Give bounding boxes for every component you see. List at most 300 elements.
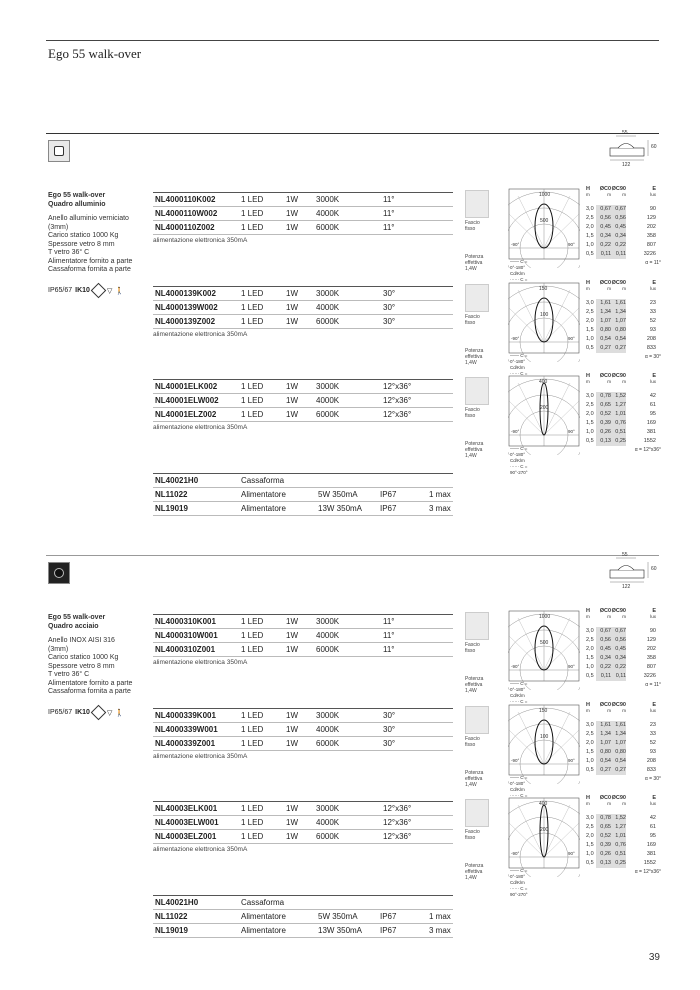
- photometry-cell: 0,78: [596, 814, 611, 823]
- photometry-cell: 0,67: [611, 627, 626, 636]
- color-temperature: 3000K: [316, 289, 340, 298]
- accessory-ip: IP67: [380, 504, 397, 513]
- accessory-qty: 3 max: [429, 504, 451, 513]
- accessory-qty: 1 max: [429, 490, 451, 499]
- legend-c90: ······ C =: [510, 277, 528, 282]
- photometry-header-h: H: [586, 702, 590, 708]
- beam-label: Fascio fisso: [465, 736, 480, 748]
- accessory-row: [153, 488, 453, 502]
- beam-label: Fascio fisso: [465, 407, 480, 419]
- beam-label: Fascio fisso: [465, 642, 480, 654]
- polar-max-label: 1000: [539, 614, 551, 620]
- code-table: [153, 286, 453, 338]
- photometry-unit: m: [622, 192, 626, 197]
- photometry-header-c90: ØC90: [611, 702, 626, 708]
- svg-text:-90°: -90°: [511, 758, 520, 763]
- photometry-cell: 129: [646, 215, 656, 221]
- photometry-header-h: H: [586, 795, 590, 801]
- photometry-cell: 1,0: [586, 242, 594, 248]
- photometry-row: [586, 308, 661, 317]
- photometry-unit: m: [622, 801, 626, 806]
- photometry-cell: 0,65: [596, 401, 611, 410]
- beam-shape-icon: [465, 799, 489, 827]
- legend-c0: —— C = 0°-180° Cd/Klm: [510, 681, 528, 698]
- color-temperature: 4000K: [316, 631, 340, 640]
- triangle-icon: ▽: [106, 709, 113, 717]
- photometry-cell: 0,34: [596, 232, 611, 241]
- description-line: (3mm): [48, 645, 69, 653]
- accessory-name: Alimentatore: [241, 504, 286, 513]
- description-line: Anello INOX AISI 316: [48, 637, 115, 644]
- beam-angle: 12°x36°: [383, 410, 412, 419]
- beam-angle: 11°: [383, 195, 395, 204]
- product-code: NL4000139W002: [155, 303, 218, 312]
- accessory-row: [153, 910, 453, 924]
- beam-angle: 11°: [383, 631, 395, 640]
- description-line: Carico statico 1000 Kg: [48, 232, 119, 239]
- photometry-cell: 202: [646, 224, 656, 230]
- photometry-unit: m: [607, 192, 611, 197]
- photometry-cell: 0,13: [596, 859, 611, 868]
- photometry-cell: 1,61: [596, 721, 611, 730]
- photometry-row: [586, 392, 661, 401]
- legend-c0: —— C = 0°-180° Cd/Klm: [510, 775, 528, 792]
- accessory-ip: IP67: [380, 490, 397, 499]
- color-temperature: 4000K: [316, 303, 340, 312]
- power-supply-note: alimentazione elettronica 350mA: [153, 846, 248, 853]
- power-label: [465, 441, 483, 459]
- table-row: [153, 286, 453, 301]
- photometry-cell: 95: [649, 411, 656, 417]
- photometry-unit: m: [586, 708, 590, 713]
- table-row: [153, 614, 453, 629]
- description-line: Alimentatore fornito a parte: [48, 679, 133, 687]
- product-code: NL40003ELK001: [155, 804, 218, 813]
- accessory-code: NL11022: [155, 912, 188, 921]
- power-label-line: Potenza effettiva: [465, 676, 484, 688]
- led-count: 1 LED: [241, 195, 264, 204]
- accessory-row: [153, 924, 453, 938]
- table-row: [153, 708, 453, 723]
- polar-max-label: 400: [539, 801, 548, 807]
- certification-icon: [91, 283, 107, 299]
- photometry-cell: 833: [646, 345, 656, 351]
- description-line: Cassaforma fornita a parte: [48, 688, 131, 695]
- product-code: NL40003ELZ001: [155, 832, 217, 841]
- photometry-cell: 0,52: [596, 410, 611, 419]
- photometry-unit: lux: [650, 708, 656, 713]
- photometry-cell: 1,0: [586, 429, 594, 435]
- photometry-cell: 93: [649, 327, 656, 333]
- photometry-beam-angle: α = 12°x36°: [634, 447, 661, 453]
- svg-text:-90°: -90°: [511, 336, 520, 341]
- power-label-line: Potenza effettiva: [465, 348, 484, 360]
- product-code: NL4000110Z002: [155, 223, 215, 232]
- photometry-table: [586, 795, 661, 875]
- polar-legend: [510, 868, 528, 898]
- wattage: 1W: [286, 317, 298, 326]
- photometry-cell: 42: [649, 393, 656, 399]
- photometry-header-e: E: [652, 373, 656, 379]
- photometry-cell: 61: [649, 824, 656, 830]
- led-count: 1 LED: [241, 317, 264, 326]
- wattage: 1W: [286, 818, 298, 827]
- description-line: Carico statico 1000 Kg: [48, 654, 119, 661]
- accessory-name: Cassaforma: [241, 476, 285, 485]
- photometry-unit: lux: [650, 379, 656, 384]
- accessory-wattage: 13W 350mA: [318, 504, 363, 513]
- photometry-cell: 0,34: [611, 232, 626, 241]
- photometry-row: [586, 223, 661, 232]
- photometry-cell: 0,27: [596, 344, 611, 353]
- walk-over-icon: 🚶: [115, 287, 125, 295]
- led-count: 1 LED: [241, 832, 264, 841]
- led-count: 1 LED: [241, 223, 264, 232]
- svg-text:90°: 90°: [568, 758, 575, 763]
- photometry-cell: 0,54: [596, 335, 611, 344]
- photometry-unit: m: [586, 614, 590, 619]
- accessory-name: Alimentatore: [241, 490, 286, 499]
- photometry-cell: 0,5: [586, 860, 594, 866]
- photometry-cell: 1,5: [586, 420, 594, 426]
- photometry-cell: 1,07: [596, 317, 611, 326]
- photometry-cell: 833: [646, 767, 656, 773]
- photometry-cell: 0,56: [611, 636, 626, 645]
- description-line: Spessore vetro 8 mm: [48, 662, 115, 670]
- photometry-cell: 1,0: [586, 851, 594, 857]
- svg-text:55: 55: [622, 552, 628, 558]
- photometry-cell: 95: [649, 833, 656, 839]
- led-count: 1 LED: [241, 382, 264, 391]
- power-label: [465, 348, 483, 366]
- photometry-cell: 1,34: [611, 308, 626, 317]
- description-line: (3mm): [48, 223, 69, 231]
- dimension-drawing: [600, 550, 662, 590]
- photometry-unit: m: [607, 286, 611, 291]
- photometry-row: [586, 232, 661, 241]
- wattage: 1W: [286, 711, 298, 720]
- photometry-cell: 1,61: [611, 299, 626, 308]
- product-code: NL40001ELW002: [155, 396, 219, 405]
- color-temperature: 4000K: [316, 209, 340, 218]
- photometry-cell: 807: [646, 664, 656, 670]
- photometry-row: [586, 410, 661, 419]
- photometry-cell: 169: [646, 842, 656, 848]
- svg-text:-90°: -90°: [511, 664, 520, 669]
- photometry-cell: 0,65: [596, 823, 611, 832]
- color-temperature: 4000K: [316, 725, 340, 734]
- photometry-cell: 1,34: [611, 730, 626, 739]
- photometry-cell: 1,5: [586, 233, 594, 239]
- beam-angle: 11°: [383, 209, 395, 218]
- photometry-row: [586, 721, 661, 730]
- beam-label: Fascio fisso: [465, 829, 480, 841]
- photometry-header-c0: ØC0: [599, 373, 611, 379]
- photometry-cell: 2,5: [586, 824, 594, 830]
- photometry-cell: 2,5: [586, 215, 594, 221]
- polar-mid-label: 100: [540, 734, 549, 740]
- photometry-cell: 0,45: [596, 645, 611, 654]
- wattage: 1W: [286, 209, 298, 218]
- photometry-units: [586, 708, 661, 713]
- product-code: NL4000310K001: [155, 617, 216, 626]
- svg-text:-90°: -90°: [511, 851, 520, 856]
- led-count: 1 LED: [241, 739, 264, 748]
- product-thumbnail-inner: [54, 568, 64, 578]
- photometry-cell: 3,0: [586, 206, 594, 212]
- svg-text:90°: 90°: [568, 429, 575, 434]
- photometry-row: [586, 841, 661, 850]
- table-row: [153, 801, 453, 816]
- photometry-cell: 0,5: [586, 251, 594, 257]
- polar-mid-label: 500: [540, 218, 549, 224]
- ip-rating: IP65/67: [48, 287, 73, 294]
- photometry-cell: 0,51: [611, 850, 626, 859]
- photometry-cell: 2,5: [586, 309, 594, 315]
- table-row: [153, 315, 453, 329]
- photometry-units: [586, 192, 661, 197]
- page-number: 39: [648, 952, 660, 963]
- svg-text:90°: 90°: [568, 242, 575, 247]
- photometry-cell: 0,67: [596, 205, 611, 214]
- photometry-unit: m: [622, 708, 626, 713]
- photometry-row: [586, 317, 661, 326]
- photometry-cell: 169: [646, 420, 656, 426]
- wattage: 1W: [286, 725, 298, 734]
- photometry-cell: 0,25: [611, 437, 626, 446]
- polar-max-label: 150: [539, 286, 548, 292]
- photometry-cell: 0,26: [596, 850, 611, 859]
- photometry-cell: 1,01: [611, 410, 626, 419]
- photometry-header-c0: ØC0: [599, 795, 611, 801]
- photometry-cell: 0,39: [596, 419, 611, 428]
- accessory-name: Alimentatore: [241, 912, 286, 921]
- power-label-line: Potenza effettiva: [465, 254, 484, 266]
- photometry-cell: 1,0: [586, 758, 594, 764]
- photometry-unit: m: [607, 801, 611, 806]
- photometry-cell: 2,0: [586, 833, 594, 839]
- photometry-header-e: E: [652, 608, 656, 614]
- photometry-cell: 208: [646, 336, 656, 342]
- photometry-header-c90: ØC90: [611, 795, 626, 801]
- led-count: 1 LED: [241, 711, 264, 720]
- photometry-cell: 0,11: [611, 250, 626, 259]
- photometry-cell: 358: [646, 655, 656, 661]
- photometry-units: [586, 379, 661, 384]
- accessory-table: [153, 895, 453, 938]
- photometry-cell: 1,07: [611, 317, 626, 326]
- photometry-cell: 2,5: [586, 731, 594, 737]
- code-table: [153, 614, 453, 666]
- code-table: [153, 192, 453, 244]
- power-label-line: Potenza effettiva: [465, 863, 484, 875]
- table-row: [153, 394, 453, 408]
- led-count: 1 LED: [241, 631, 264, 640]
- photometry-row: [586, 832, 661, 841]
- photometry-cell: 33: [649, 309, 656, 315]
- product-code: NL40003ELW001: [155, 818, 219, 827]
- beam-angle: 11°: [383, 223, 395, 232]
- photometry-cell: 23: [649, 722, 656, 728]
- photometry-table: [586, 702, 661, 782]
- color-temperature: 3000K: [316, 804, 340, 813]
- legend-c0: —— C = 0°-180° Cd/Klm: [510, 868, 528, 885]
- photometry-cell: 61: [649, 402, 656, 408]
- polar-diagram: [508, 797, 580, 877]
- photometry-unit: m: [622, 614, 626, 619]
- photometry-cell: 0,80: [611, 326, 626, 335]
- photometry-cell: 90: [649, 206, 656, 212]
- power-supply-note: alimentazione elettronica 350mA: [153, 424, 248, 431]
- beam-shape-icon: [465, 612, 489, 640]
- svg-text:122: 122: [622, 584, 631, 590]
- photometry-cell: 0,51: [611, 428, 626, 437]
- wattage: 1W: [286, 631, 298, 640]
- photometry-cell: 3,0: [586, 628, 594, 634]
- svg-text:90°: 90°: [568, 336, 575, 341]
- photometry-beam-angle: α = 11°: [645, 682, 661, 688]
- photometry-cell: 0,11: [596, 250, 611, 259]
- product-name: Ego 55 walk-over: [48, 614, 106, 621]
- photometry-cell: 1,5: [586, 749, 594, 755]
- photometry-cell: 2,5: [586, 637, 594, 643]
- beam-angle: 30°: [383, 289, 396, 298]
- led-count: 1 LED: [241, 209, 264, 218]
- wattage: 1W: [286, 223, 298, 232]
- description-line: T vetro 36° C: [48, 671, 90, 678]
- legend-c90: ······ C =: [510, 793, 528, 798]
- photometry-cell: 1,5: [586, 327, 594, 333]
- product-thumbnail-inner: [54, 146, 64, 156]
- product-code: NL4000339Z001: [155, 739, 216, 748]
- walk-over-icon: 🚶: [115, 709, 125, 717]
- photometry-unit: lux: [650, 614, 656, 619]
- photometry-beam-angle: α = 11°: [645, 260, 661, 266]
- table-row: [153, 192, 453, 207]
- product-subtitle: Quadro alluminio: [48, 200, 106, 208]
- photometry-cell: 208: [646, 758, 656, 764]
- photometry-unit: m: [586, 801, 590, 806]
- product-code: NL4000139Z002: [155, 317, 216, 326]
- photometry-cell: 807: [646, 242, 656, 248]
- photometry-cell: 0,22: [596, 241, 611, 250]
- product-code: NL40001ELK002: [155, 382, 218, 391]
- legend-c0: —— C = 0°-180° Cd/Klm: [510, 353, 528, 370]
- svg-text:60: 60: [651, 566, 657, 572]
- photometry-cell: 0,54: [611, 335, 626, 344]
- photometry-cell: 1,27: [611, 823, 626, 832]
- photometry-unit: m: [607, 614, 611, 619]
- legend-c0: —— C = 0°-180° Cd/Klm: [510, 259, 528, 276]
- beam-shape-icon: [465, 377, 489, 405]
- photometry-cell: 3,0: [586, 393, 594, 399]
- certification-icon: [91, 705, 107, 721]
- photometry-cell: 0,34: [596, 654, 611, 663]
- photometry-cell: 0,67: [611, 205, 626, 214]
- table-row: [153, 723, 453, 737]
- photometry-cell: 0,34: [611, 654, 626, 663]
- polar-diagram: [508, 282, 580, 362]
- photometry-cell: 0,39: [596, 841, 611, 850]
- photometry-row: [586, 823, 661, 832]
- photometry-cell: 52: [649, 318, 656, 324]
- beam-angle: 30°: [383, 725, 396, 734]
- power-label: [465, 676, 483, 694]
- beam-angle: 30°: [383, 711, 396, 720]
- photometry-header-c90: ØC90: [611, 608, 626, 614]
- product-subtitle: Quadro acciaio: [48, 622, 99, 630]
- photometry-cell: 0,22: [611, 663, 626, 672]
- photometry-cell: 2,5: [586, 402, 594, 408]
- wattage: 1W: [286, 804, 298, 813]
- photometry-row: [586, 326, 661, 335]
- photometry-cell: 0,5: [586, 438, 594, 444]
- photometry-cell: 2,0: [586, 740, 594, 746]
- photometry-cell: 0,80: [611, 748, 626, 757]
- photometry-cell: 1,27: [611, 401, 626, 410]
- photometry-cell: 0,27: [611, 344, 626, 353]
- polar-mid-label: 200: [540, 827, 549, 833]
- photometry-cell: 0,80: [596, 326, 611, 335]
- photometry-cell: 1,07: [611, 739, 626, 748]
- product-code: NL40001ELZ002: [155, 410, 217, 419]
- photometry-cell: 0,54: [596, 757, 611, 766]
- svg-text:-90°: -90°: [511, 429, 520, 434]
- polar-mid-label: 500: [540, 640, 549, 646]
- photometry-header-h: H: [586, 186, 590, 192]
- product-code: NL4000139K002: [155, 289, 216, 298]
- product-code: NL4000110K002: [155, 195, 216, 204]
- accessory-row: [153, 473, 453, 488]
- photometry-row: [586, 748, 661, 757]
- photometry-cell: 0,52: [596, 832, 611, 841]
- beam-label: Fascio fisso: [465, 220, 480, 232]
- accessory-code: NL40021H0: [155, 476, 199, 485]
- accessory-name: Alimentatore: [241, 926, 286, 935]
- photometry-row: [586, 401, 661, 410]
- photometry-cell: 0,5: [586, 673, 594, 679]
- table-row: [153, 301, 453, 315]
- triangle-icon: ▽: [106, 287, 113, 295]
- photometry-header-e: E: [652, 702, 656, 708]
- svg-text:55: 55: [622, 130, 628, 136]
- wattage: 1W: [286, 410, 298, 419]
- photometry-cell: 1,5: [586, 655, 594, 661]
- beam-angle: 30°: [383, 739, 396, 748]
- beam-label: Fascio fisso: [465, 314, 480, 326]
- legend-c0: —— C = 0°-180° Cd/Klm: [510, 446, 528, 463]
- accessory-table: [153, 473, 453, 516]
- beam-angle: 12°x36°: [383, 804, 412, 813]
- power-value: 1,4W: [465, 875, 477, 881]
- color-temperature: 6000K: [316, 645, 340, 654]
- photometry-cell: 0,56: [611, 214, 626, 223]
- photometry-row: [586, 672, 661, 681]
- photometry-row: [586, 645, 661, 654]
- power-label: [465, 254, 483, 272]
- polar-diagram: [508, 704, 580, 784]
- photometry-cell: 1,07: [596, 739, 611, 748]
- wattage: 1W: [286, 617, 298, 626]
- power-value: 1,4W: [465, 360, 477, 366]
- photometry-beam-angle: α = 30°: [644, 354, 661, 360]
- product-code: NL4000339K001: [155, 711, 216, 720]
- photometry-row: [586, 636, 661, 645]
- photometry-row: [586, 250, 661, 259]
- product-code: NL4000310W001: [155, 631, 218, 640]
- photometry-unit: m: [607, 708, 611, 713]
- beam-shape-icon: [465, 706, 489, 734]
